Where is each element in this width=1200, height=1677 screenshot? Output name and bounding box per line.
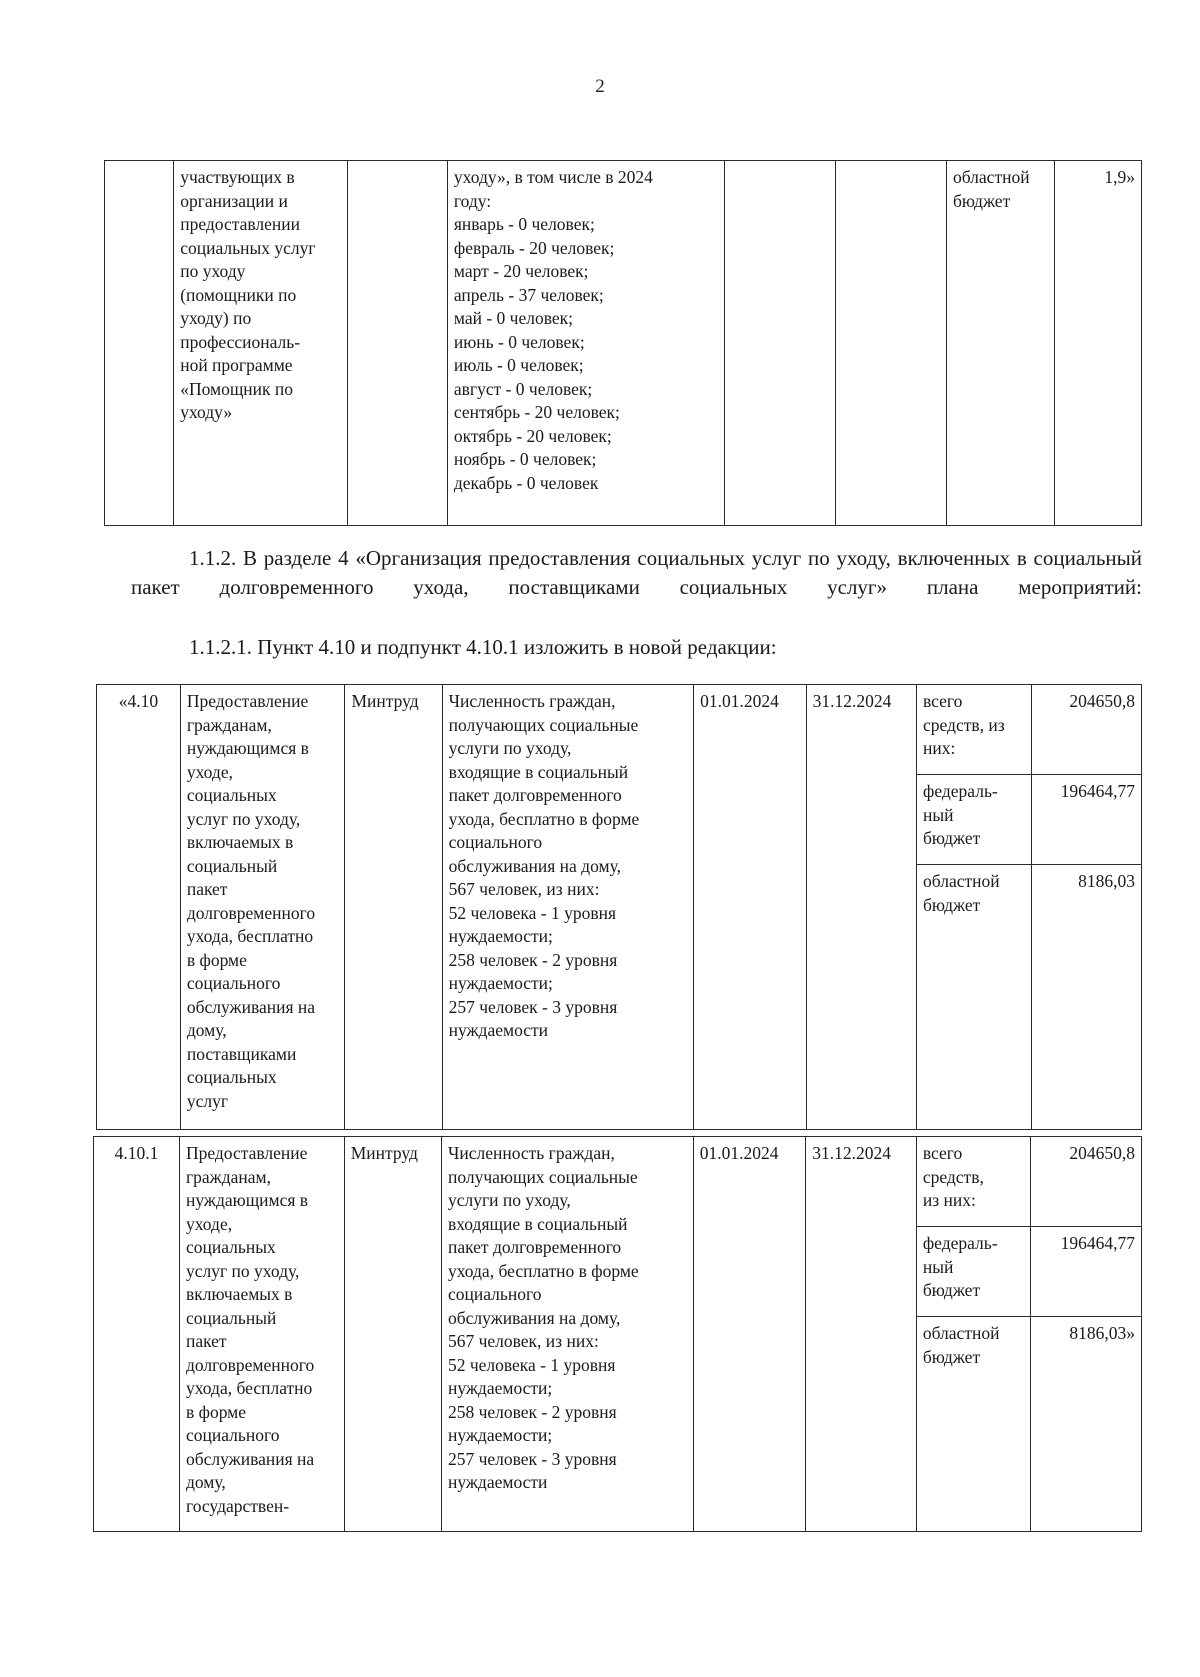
cell-source: областной бюджет bbox=[916, 1317, 1031, 1532]
cell-start: 01.01.2024 bbox=[693, 1137, 806, 1532]
cell-number: «4.10 bbox=[97, 685, 181, 1130]
cell-end: 31.12.2024 bbox=[806, 685, 916, 1130]
cell-indicator: уходу», в том числе в 2024 году: январь - 0 человек; февраль - 20 человек; март - 20 человек; апрель - 37 человек; май - 0 человек; июнь - 0 человек; июль - 0 человек; август - 0 человек; сентябрь - 20 человек; октябрь - 20 человек; ноябрь - 0 человек; декабрь - 0 человек bbox=[447, 161, 724, 526]
cell-source: федераль- ный бюджет bbox=[916, 1227, 1031, 1317]
cell-source: областной бюджет bbox=[917, 865, 1032, 1130]
table-top bbox=[104, 160, 1142, 526]
cell-indicator: Численность граждан, получающих социальные услуги по уходу, входящие в социальный пакет долговременного ухода, бесплатно в форме социального обслуживания на дому, 567 человек, из них: 52 человека - 1 уровня нуждаемости; 258 человек - 2 уровня нуждаемости; 257 человек - 3 уровня нуждаемости bbox=[441, 1137, 693, 1532]
table-item-4-10 bbox=[96, 684, 1142, 1130]
cell-source: областной бюджет bbox=[946, 161, 1054, 526]
cell-end: 31.12.2024 bbox=[806, 1137, 917, 1532]
cell-amount: 204650,8 bbox=[1031, 685, 1141, 775]
cell-executor: Минтруд bbox=[344, 1137, 441, 1532]
cell-amount: 8186,03 bbox=[1031, 865, 1141, 1130]
cell-start: 01.01.2024 bbox=[694, 685, 806, 1130]
cell-end bbox=[835, 161, 946, 526]
cell-amount: 1,9» bbox=[1054, 161, 1141, 526]
cell-executor: Минтруд bbox=[345, 685, 442, 1130]
cell-name: Предоставление гражданам, нуждающимся в уходе, социальных услуг по уходу, включаемых в социальный пакет долговременного ухода, бесплатно в форме социального обслуживания на дому, государствен- bbox=[179, 1137, 344, 1532]
cell-start bbox=[724, 161, 835, 526]
cell-number bbox=[105, 161, 174, 526]
paragraph-2: 1.1.2.1. Пункт 4.10 и подпункт 4.10.1 изложить в новой редакции: bbox=[189, 635, 777, 659]
cell-executor bbox=[348, 161, 448, 526]
cell-indicator: Численность граждан, получающих социальные услуги по уходу, входящие в социальный пакет долговременного ухода, бесплатно в форме социального обслуживания на дому, 567 человек, из них: 52 человека - 1 уровня нуждаемости; 258 человек - 2 уровня нуждаемости; 257 человек - 3 уровня нуждаемости bbox=[442, 685, 694, 1130]
table-item-4-10-1 bbox=[93, 1136, 1142, 1532]
cell-name: Предоставление гражданам, нуждающимся в уходе, социальных услуг по уходу, включаемых в социальный пакет долговременного ухода, бесплатно в форме социального обслуживания на дому, поставщиками социальных услуг bbox=[180, 685, 345, 1130]
cell-source: всего средств, из них: bbox=[917, 685, 1032, 775]
page-number: 2 bbox=[595, 76, 605, 97]
table-row bbox=[105, 161, 1142, 526]
cell-number: 4.10.1 bbox=[94, 1137, 180, 1532]
cell-name: участвующих в организации и предоставлении социальных услуг по уходу (помощники по уходу) по профессиональ- ной программе «Помощник по уходу» bbox=[174, 161, 348, 526]
cell-source: всего средств, из них: bbox=[916, 1137, 1031, 1227]
cell-amount: 196464,77 bbox=[1031, 775, 1141, 865]
cell-amount: 196464,77 bbox=[1031, 1227, 1142, 1317]
paragraph-1: 1.1.2. В разделе 4 «Организация предоставления социальных услуг по уходу, включенных в социальный пакет долговременного ухода, поставщиками социальных услуг» плана мероприятий: bbox=[131, 546, 1142, 599]
cell-source: федераль- ный бюджет bbox=[917, 775, 1032, 865]
cell-amount: 204650,8 bbox=[1031, 1137, 1142, 1227]
cell-amount: 8186,03» bbox=[1031, 1317, 1142, 1532]
